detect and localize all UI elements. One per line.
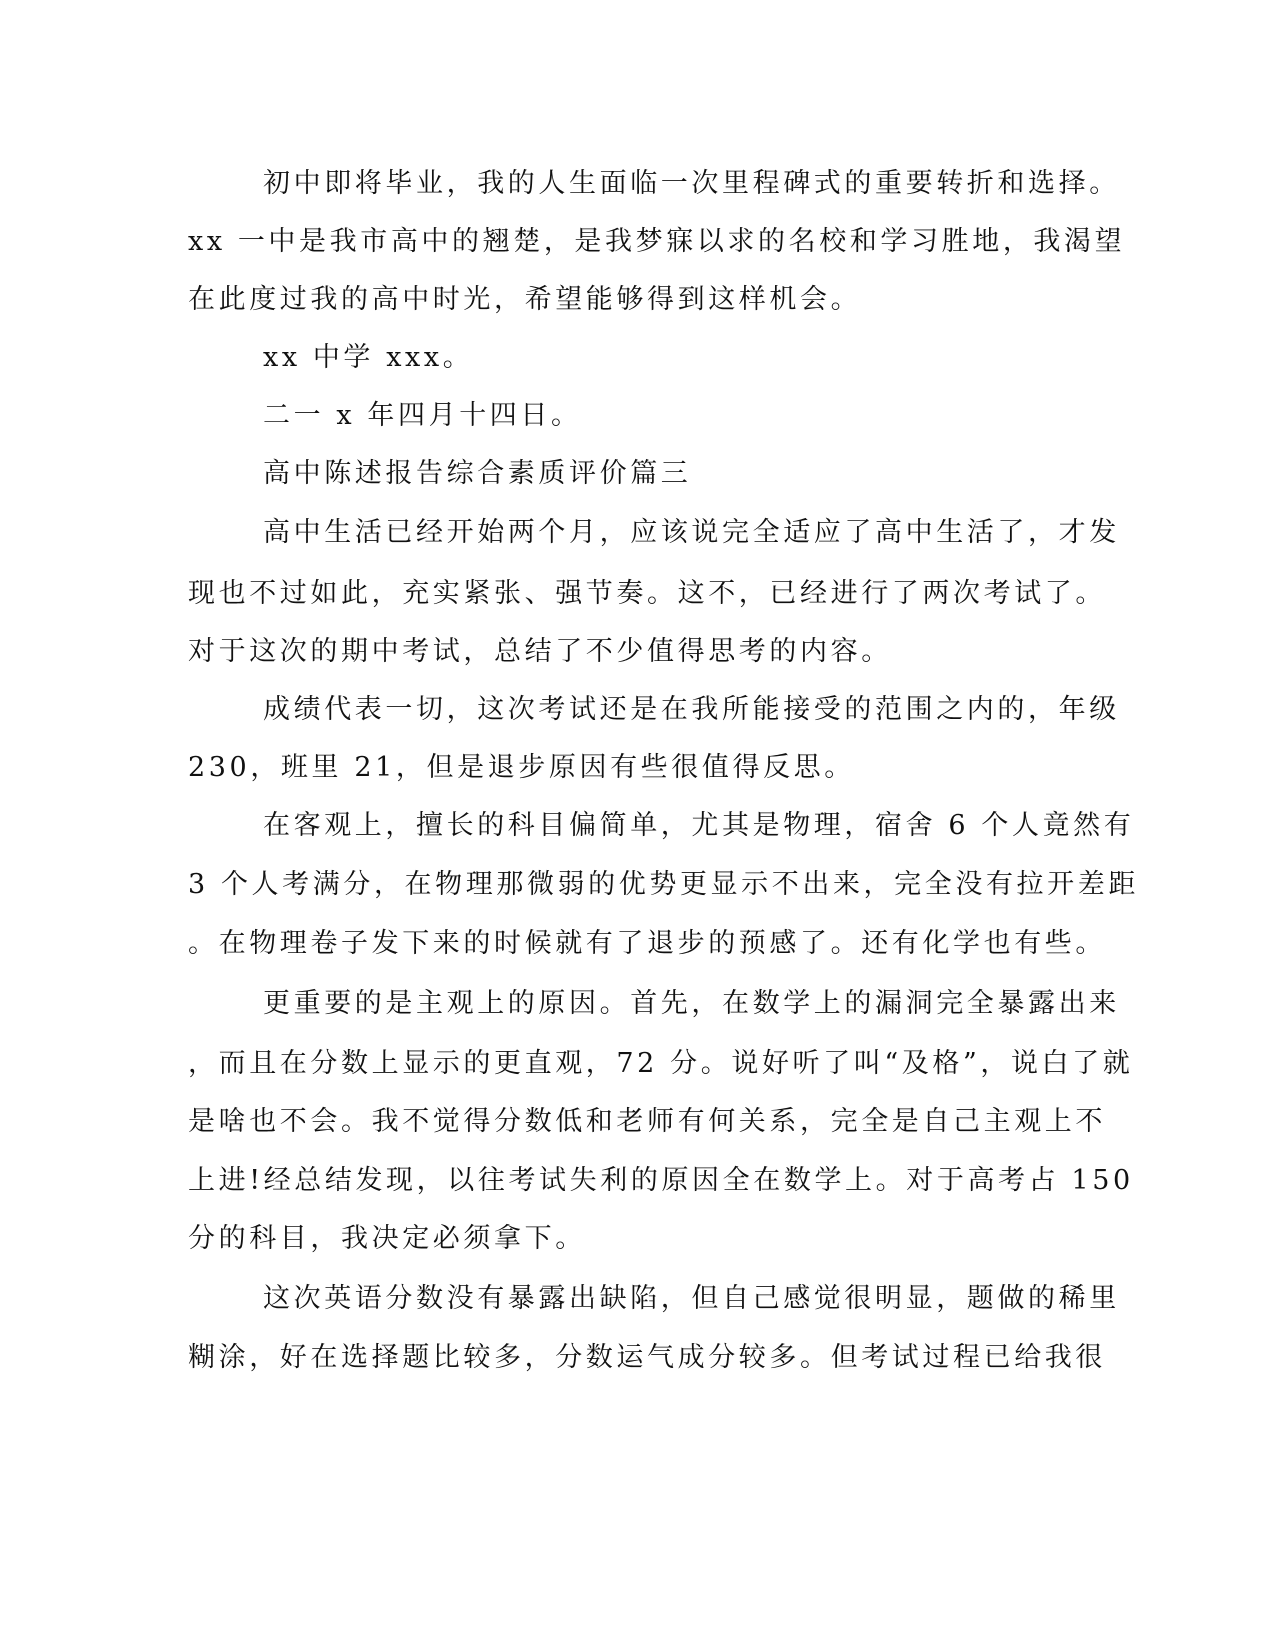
text-line: xx 中学 xxx。: [263, 342, 474, 373]
text-line: 二一 x 年四月十四日。: [263, 400, 582, 431]
text-line: 上进!经总结发现，以往考试失利的原因全在数学上。对于高考占 150: [188, 1165, 1134, 1196]
text-line: ，而且在分数上显示的更直观，72 分。说好听了叫“及格”，说白了就: [188, 1048, 1134, 1079]
text-line: 分的科目，我决定必须拿下。: [188, 1223, 586, 1254]
text-line: 成绩代表一切，这次考试还是在我所能接受的范围之内的，年级: [263, 694, 1120, 725]
text-line: 3 个人考满分，在物理那微弱的优势更显示不出来，完全没有拉开差距: [188, 869, 1139, 900]
text-line: 更重要的是主观上的原因。首先，在数学上的漏洞完全暴露出来: [263, 988, 1120, 1019]
text-line: 初中即将毕业，我的人生面临一次里程碑式的重要转折和选择。: [263, 168, 1120, 199]
text-line: 。在物理卷子发下来的时候就有了退步的预感了。还有化学也有些。: [188, 928, 1106, 959]
text-line: 是啥也不会。我不觉得分数低和老师有何关系，完全是自己主观上不: [188, 1106, 1106, 1137]
text-line: 现也不过如此，充实紧张、强节奏。这不，已经进行了两次考试了。: [188, 578, 1106, 609]
text-line: 这次英语分数没有暴露出缺陷，但自己感觉很明显，题做的稀里: [263, 1283, 1120, 1314]
text-line: 糊涂，好在选择题比较多，分数运气成分较多。但考试过程已给我很: [188, 1342, 1106, 1373]
text-line: xx 一中是我市高中的翘楚，是我梦寐以求的名校和学习胜地，我渴望: [188, 226, 1126, 257]
text-line: 对于这次的期中考试，总结了不少值得思考的内容。: [188, 636, 892, 667]
text-line: 在客观上，擅长的科目偏简单，尤其是物理，宿舍 6 个人竟然有: [263, 810, 1135, 841]
text-line: 230，班里 21，但是退步原因有些很值得反思。: [188, 752, 855, 783]
text-line: 高中生活已经开始两个月，应该说完全适应了高中生活了，才发: [263, 517, 1120, 548]
text-line: 在此度过我的高中时光，希望能够得到这样机会。: [188, 284, 862, 315]
section-heading: 高中陈述报告综合素质评价篇三: [263, 458, 692, 489]
